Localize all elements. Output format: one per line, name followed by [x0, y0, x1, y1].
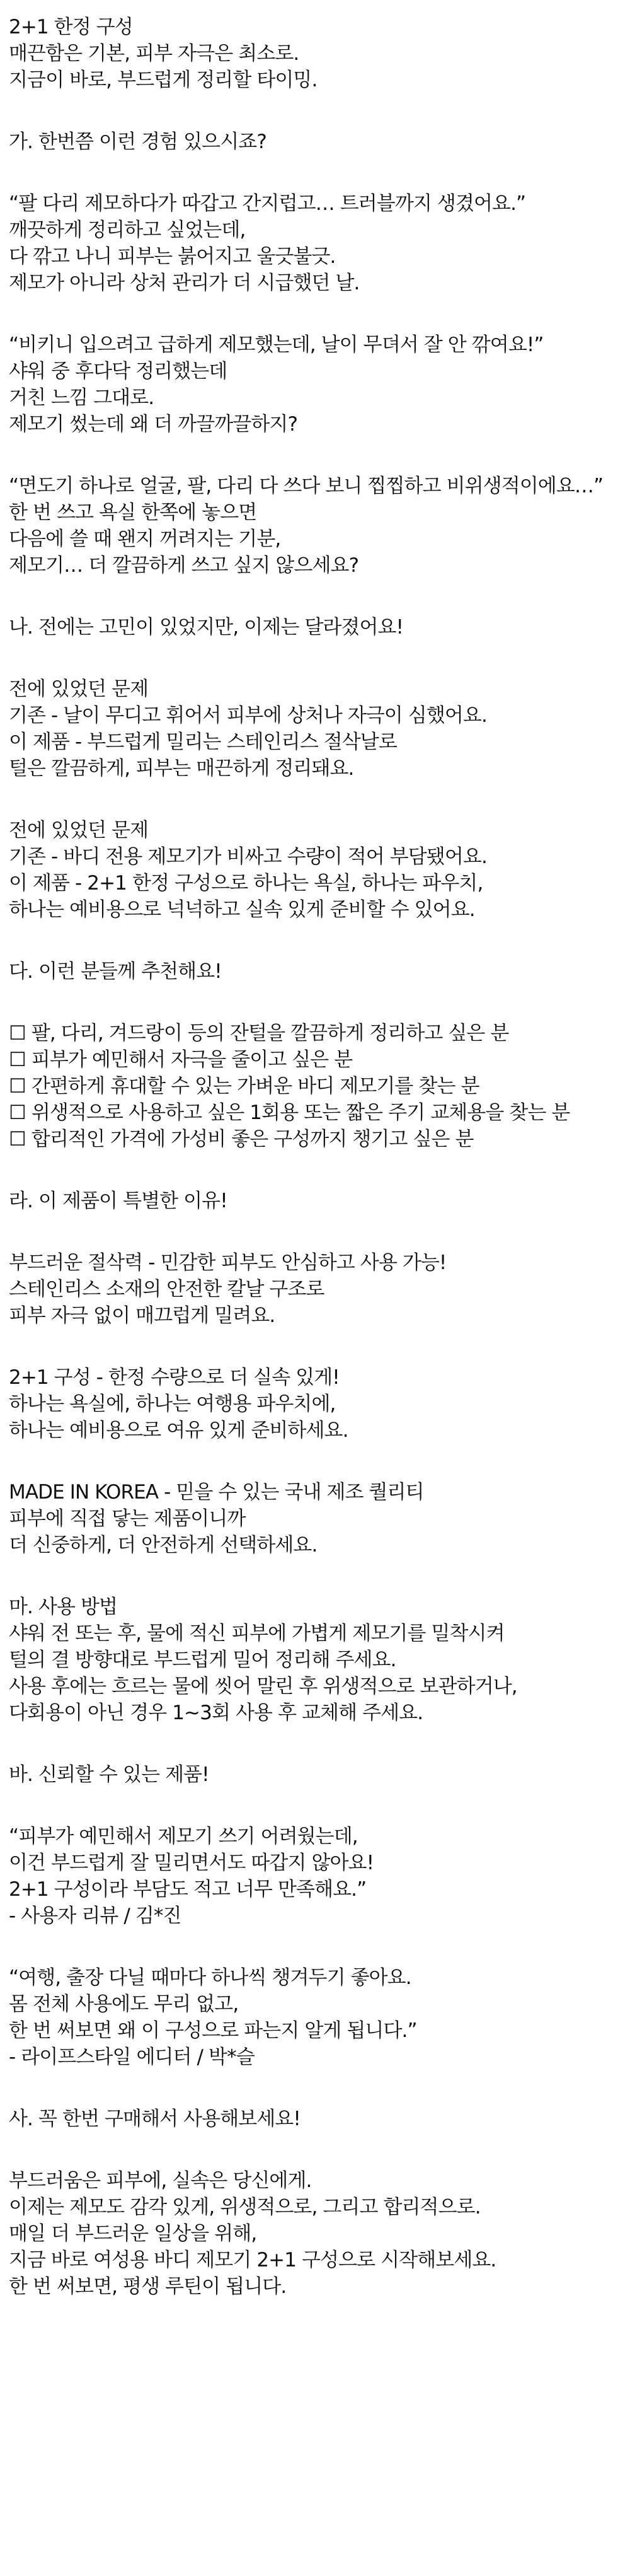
text-line: 더 신중하게, 더 안전하게 선택하세요.	[9, 1534, 318, 1557]
text-line: 한 번 써보면 왜 이 구성으로 파는지 알게 됩니다.”	[9, 2019, 417, 2042]
text-line: MADE IN KOREA - 믿을 수 있는 국내 제조 퀄리티	[9, 1481, 424, 1504]
paragraph	[9, 473, 621, 579]
text-line: 샤워 전 또는 후, 물에 적신 피부에 가볍게 제모기를 밀착시켜	[9, 1622, 505, 1645]
text-line: 2+1 구성 - 한정 수량으로 더 실속 있게!	[9, 1366, 340, 1389]
paragraph	[9, 1250, 621, 1329]
text-line: “피부가 예민해서 제모기 쓰기 어려웠는데,	[9, 1825, 358, 1848]
text-line: 가. 한번쯤 이런 경험 있으시죠?	[9, 131, 266, 153]
text-line: ☐ 위생적으로 사용하고 싶은 1회용 또는 짧은 주기 교체용을 찾는 분	[9, 1101, 570, 1124]
text-line: 2+1 한정 구성	[9, 16, 133, 38]
text-line: 깨끗하게 정리하고 싶었는데,	[9, 219, 246, 241]
paragraph	[9, 1020, 621, 1152]
text-line: 사. 꼭 한번 구매해서 사용해보세요!	[9, 2108, 301, 2130]
text-line: ☐ 간편하게 휴대할 수 있는 가벼운 바디 제모기를 찾는 분	[9, 1075, 479, 1098]
text-line: 다음에 쓸 때 왠지 꺼려지는 기분,	[9, 528, 281, 550]
text-line: 털의 결 방향대로 부드럽게 밀어 정리해 주세요.	[9, 1649, 396, 1671]
text-line: 기존 - 바디 전용 제모기가 비싸고 수량이 적어 부담됐어요.	[9, 845, 487, 868]
text-line: 피부에 직접 닿는 제품이니까	[9, 1507, 246, 1530]
paragraph	[9, 2167, 621, 2300]
text-line: 마. 사용 방법	[9, 1596, 118, 1618]
paragraph	[9, 1188, 621, 1214]
paragraph	[9, 1594, 621, 1726]
text-line: 라. 이 제품이 특별한 이유!	[9, 1190, 227, 1212]
text-line: “팔 다리 제모하다가 따갑고 간지럽고… 트러블까지 생겼어요.”	[9, 192, 526, 215]
text-line: ☐ 합리적인 가격에 가성비 좋은 구성까지 챙기고 싶은 분	[9, 1128, 474, 1151]
paragraph	[9, 190, 621, 296]
text-line: 지금 바로 여성용 바디 제모기 2+1 구성으로 시작해보세요.	[9, 2249, 496, 2271]
text-line: 이제는 제모도 감각 있게, 위생적으로, 그리고 합리적으로.	[9, 2196, 481, 2219]
text-line: 하나는 욕실에, 하나는 여행용 파우치에,	[9, 1393, 336, 1415]
text-line: 제모기… 더 깔끔하게 쓰고 싶지 않으세요?	[9, 554, 359, 577]
text-line: 이 제품 - 부드럽게 밀리는 스테인리스 절삭날로	[9, 731, 397, 753]
text-line: 피부 자극 없이 매끄럽게 밀려요.	[9, 1304, 275, 1327]
text-line: 제모기 썼는데 왜 더 까끌까끌하지?	[9, 413, 298, 436]
paragraph	[9, 614, 621, 641]
text-line: 스테인리스 소재의 안전한 칼날 구조로	[9, 1278, 324, 1301]
text-line: 지금이 바로, 부드럽게 정리할 타이밍.	[9, 69, 318, 91]
text-line: 전에 있었던 문제	[9, 678, 149, 700]
paragraph	[9, 332, 621, 438]
text-line: - 라이프스타일 에디터 / 박*슬	[9, 2046, 255, 2068]
text-line: 하나는 예비용으로 넉넉하고 실속 있게 준비할 수 있어요.	[9, 898, 475, 921]
text-line: - 사용자 리뷰 / 김*진	[9, 1905, 181, 1927]
paragraph	[9, 1823, 621, 1929]
text-line: “면도기 하나로 얼굴, 팔, 다리 다 쓰다 보니 찝찝하고 비위생적이에요…”	[9, 475, 604, 497]
text-line: 전에 있었던 문제	[9, 819, 149, 842]
text-line: “비키니 입으려고 급하게 제모했는데, 날이 무뎌서 잘 안 깎여요!”	[9, 334, 544, 356]
paragraph	[9, 1964, 621, 2070]
text-line: 다 깎고 나니 피부는 붉어지고 울긋불긋.	[9, 245, 336, 268]
text-line: ☐ 피부가 예민해서 자극을 줄이고 싶은 분	[9, 1048, 353, 1071]
text-line: 한 번 써보면, 평생 루틴이 됩니다.	[9, 2275, 287, 2298]
text-line: 이건 부드럽게 잘 밀리면서도 따갑지 않아요!	[9, 1852, 374, 1874]
paragraph	[9, 1761, 621, 1788]
paragraph	[9, 14, 621, 93]
text-line: 털은 깔끔하게, 피부는 매끈하게 정리돼요.	[9, 757, 354, 780]
paragraph	[9, 129, 621, 155]
paragraph	[9, 2106, 621, 2132]
text-line: 하나는 예비용으로 여유 있게 준비하세요.	[9, 1419, 348, 1442]
text-line: 제모가 아니라 상처 관리가 더 시급했던 날.	[9, 272, 360, 294]
paragraph	[9, 1479, 621, 1558]
text-line: 한 번 쓰고 욕실 한쪽에 놓으면	[9, 501, 257, 524]
text-line: ☐ 팔, 다리, 겨드랑이 등의 잔털을 깔끔하게 정리하고 싶은 분	[9, 1022, 509, 1045]
text-line: 이 제품 - 2+1 한정 구성으로 하나는 욕실, 하나는 파우치,	[9, 872, 483, 895]
text-line: 나. 전에는 고민이 있었지만, 이제는 달라졌어요!	[9, 616, 404, 639]
text-line: 거친 느낌 그대로.	[9, 386, 154, 409]
paragraph	[9, 817, 621, 923]
text-line: 사용 후에는 흐르는 물에 씻어 말린 후 위생적으로 보관하거나,	[9, 1675, 517, 1698]
text-line: 다회용이 아닌 경우 1~3회 사용 후 교체해 주세요.	[9, 1702, 423, 1724]
text-line: 매끈함은 기본, 피부 자극은 최소로.	[9, 42, 299, 65]
text-line: 기존 - 날이 무디고 휘어서 피부에 상처나 자극이 심했어요.	[9, 704, 487, 727]
text-line: “여행, 출장 다닐 때마다 하나씩 챙겨두기 좋아요.	[9, 1966, 411, 1989]
text-line: 매일 더 부드러운 일상을 위해,	[9, 2222, 257, 2245]
text-line: 몸 전체 사용에도 무리 없고,	[9, 1993, 239, 2016]
text-line: 샤워 중 후다닥 정리했는데	[9, 360, 227, 383]
paragraph	[9, 958, 621, 985]
text-line: 부드러운 절삭력 - 민감한 피부도 안심하고 사용 가능!	[9, 1251, 447, 1274]
paragraph	[9, 676, 621, 782]
text-line: 다. 이런 분들께 추천해요!	[9, 960, 222, 983]
text-line: 부드러움은 피부에, 실속은 당신에게.	[9, 2169, 312, 2192]
text-line: 바. 신뢰할 수 있는 제품!	[9, 1763, 209, 1786]
text-line: 2+1 구성이라 부담도 적고 너무 만족해요.”	[9, 1878, 367, 1901]
paragraph	[9, 1364, 621, 1444]
document-body	[9, 14, 621, 2300]
